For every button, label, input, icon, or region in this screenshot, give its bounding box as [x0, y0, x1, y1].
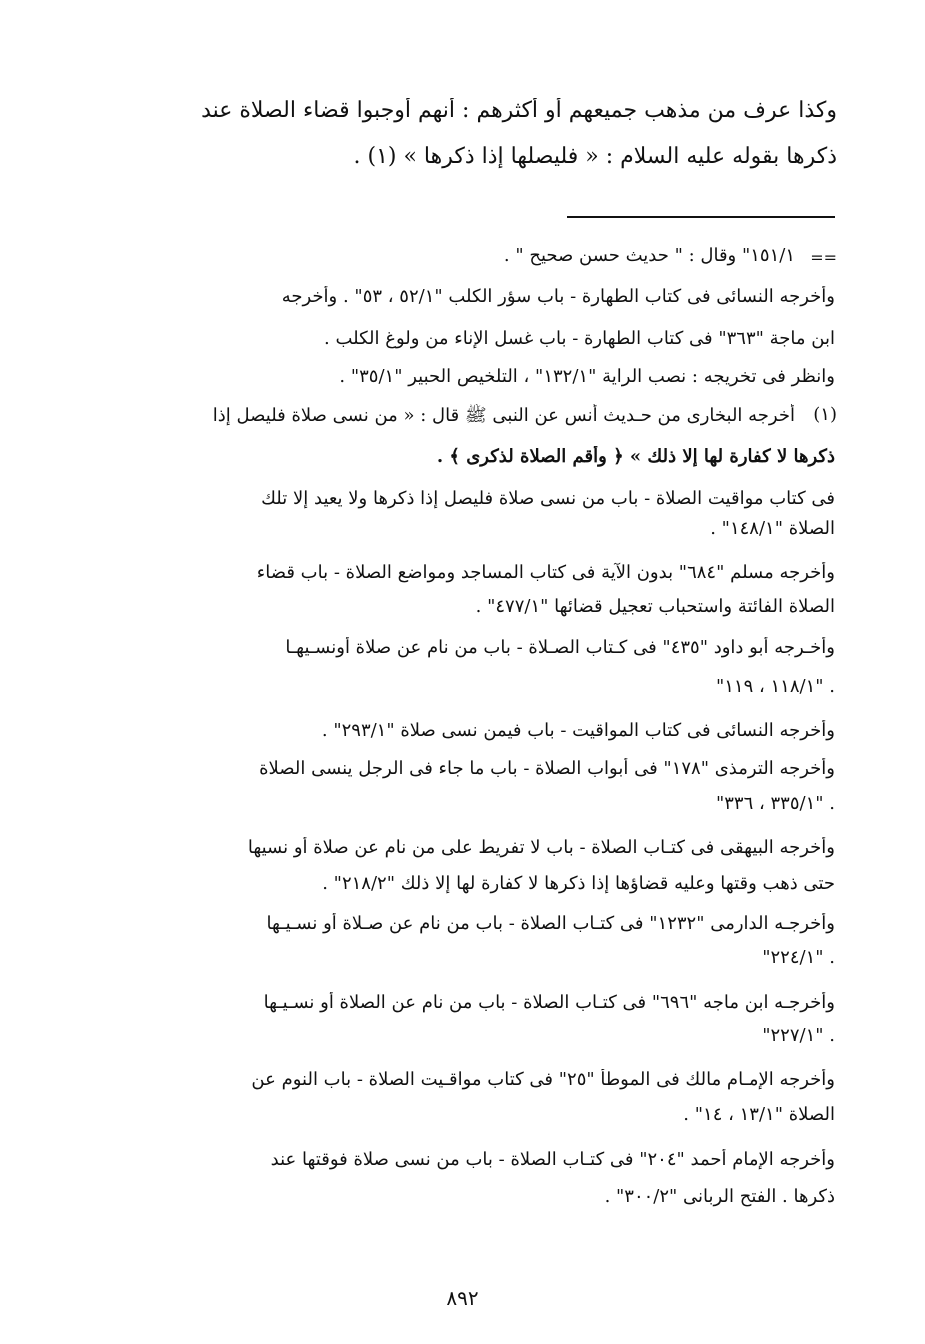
footnote-1-line: وأخـرجه أبو داود "٤٣٥" فى كـتاب الصـلاة - باب من نام عن صلاة أونسـيهـا: [285, 637, 835, 658]
continuation-marker: ==: [810, 248, 837, 267]
footnote-1-line: "٢٢٧/١" .: [762, 1025, 835, 1046]
footnote-1-line: ذكرها لا كفارة لها إلا ذلك » ﴿ وأقم الصلاة لذكرى ﴾ .: [436, 446, 835, 467]
footnote-1-line: حتى ذهب وقتها وعليه قضاؤها إذا ذكرها لا كفارة لها إلا ذلك "٢١٨/٢" .: [322, 873, 835, 894]
footnote-separator: [567, 216, 835, 218]
footnote-continuation-line: ابن ماجة "٣٦٣" فى كتاب الطهارة - باب غسل الإناء من ولوغ الكلب .: [324, 328, 835, 349]
footnote-1-line: ذكرها . الفتح الربانى "٣٠٠/٢" .: [604, 1186, 835, 1207]
footnote-1-line: الصلاة "١٣/١ ، ١٤" .: [683, 1104, 835, 1125]
footnote-1-line: وأخرجه البيهقى فى كتـاب الصلاة - باب لا تفريط على من نام عن صلاة أو نسيها: [247, 837, 835, 858]
footnote-1-line: وأخرجه الإمام أحمد "٢٠٤" فى كتـاب الصلاة - باب من نسى صلاة فوقتها عند: [270, 1149, 835, 1170]
footnote-1-line: الصلاة الفائتة واستحباب تعجيل قضائها "٤٧٧/١" .: [475, 596, 835, 617]
footnote-continuation-line: وانظر فى تخريجه : نصب الراية "١٣٢/١" ، التلخيص الحبير "٣٥/١" .: [339, 366, 835, 387]
footnote-1-line: وأخرجـه الدارمى "١٢٣٢" فى كتـاب الصلاة - باب من نام عن صـلاة أو نسـيـها: [266, 913, 835, 934]
footnote-1-line: وأخرجه الإمـام مالك فى الموطأ "٢٥" فى كتاب مواقـيت الصلاة - باب النوم عن: [251, 1069, 835, 1090]
main-text-line-1: وكذا عرف من مذهب جميعهم أو أكثرهم : أنهم أوجبوا قضاء الصلاة عند: [201, 98, 837, 123]
footnote-1-line: فى كتاب مواقيت الصلاة - باب من نسى صلاة فليصل إذا ذكرها ولا يعيد إلا تلك: [261, 488, 835, 509]
footnote-continuation-line: وأخرجه النسائى فى كتاب الطهارة - باب سؤر الكلب "٥٢/١ ، ٥٣" . وأخرجه: [281, 286, 835, 307]
footnote-1-line: الصلاة "١٤٨/١" .: [710, 518, 835, 539]
footnote-1-line: وأخرجـه ابن ماجه "٦٩٦" فى كتـاب الصلاة - باب من نام عن الصلاة أو نسـيـها: [263, 992, 835, 1013]
footnote-1-line: "٣٣٥/١ ، ٣٣٦" .: [715, 793, 835, 814]
footnote-1-line: "١١٨/١ ، ١١٩" .: [715, 676, 835, 697]
footnote-1-line: أخرجه البخارى من حـديث أنس عن النبى ﷺ قال : « من نسى صلاة فليصل إذا: [212, 405, 795, 426]
footnote-1-line: وأخرجه النسائى فى كتاب المواقيت - باب فيمن نسى صلاة "٢٩٣/١" .: [321, 720, 835, 741]
footnote-continuation-line: ١٥١/١" وقال : " حديث حسن صحيح " .: [503, 245, 795, 266]
page-number: ٨٩٢: [446, 1286, 479, 1310]
footnote-1-line: وأخرجه مسلم "٦٨٤" بدون الآية فى كتاب المساجد ومواضع الصلاة - باب قضاء: [256, 562, 835, 583]
footnote-1-line: وأخرجه الترمذى "١٧٨" فى أبواب الصلاة - باب ما جاء فى الرجل ينسى الصلاة: [259, 758, 835, 779]
footnote-1-number: (١): [813, 404, 837, 425]
main-text-line-2: ذكرها بقوله عليه السلام : « فليصلها إذا ذكرها » (١) .: [353, 144, 837, 169]
footnote-1-line: "٢٢٤/١" .: [762, 947, 835, 968]
